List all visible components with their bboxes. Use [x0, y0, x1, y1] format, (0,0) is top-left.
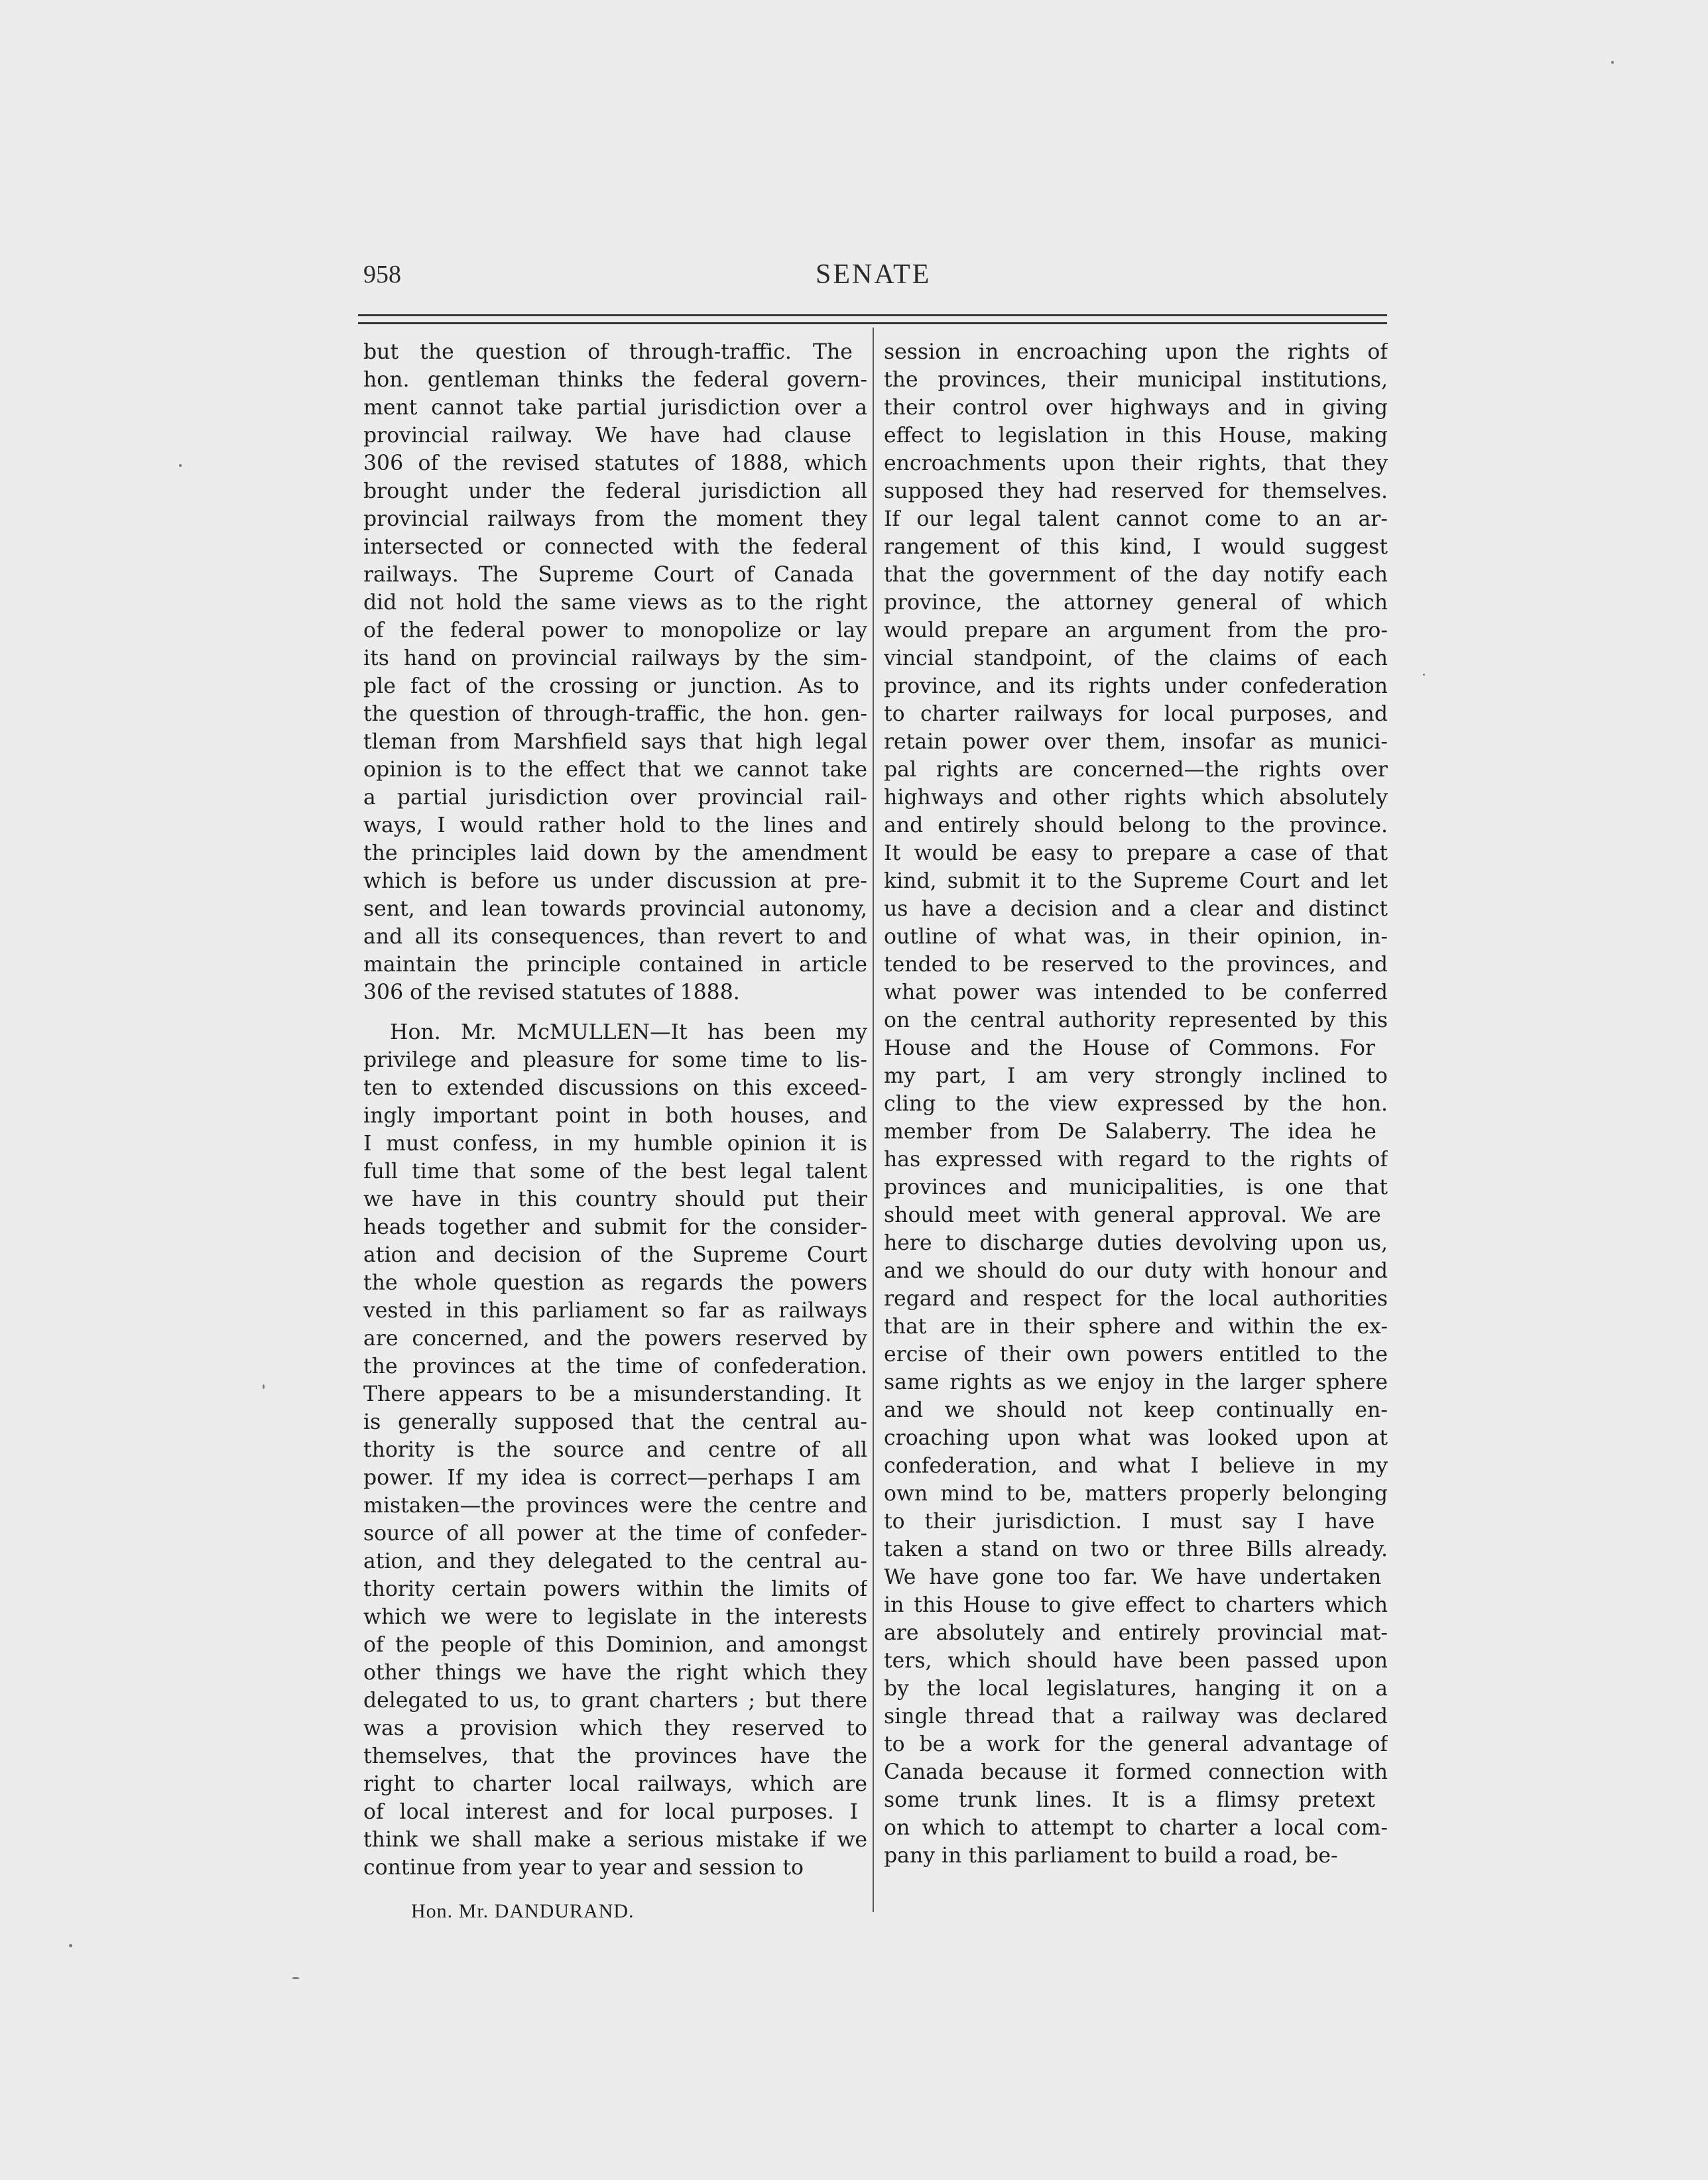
text-line: I must confess, in my humble opinion it is [363, 1132, 867, 1156]
text-line: railways. The Supreme Court of Canada [363, 563, 855, 587]
text-line: brought under the federal jurisdiction all [363, 479, 867, 503]
scan-speck [292, 1977, 300, 1979]
text-line: sent, and lean towards provincial autonomy, [363, 897, 867, 921]
text-line: If our legal talent cannot come to an ar- [884, 507, 1388, 531]
scan-speck [1611, 61, 1614, 64]
right-paragraph [884, 338, 1388, 1870]
footer-speaker-name: Hon. Mr. DANDURAND. [411, 1900, 635, 1922]
text-line: House and the House of Commons. For [884, 1036, 1375, 1060]
text-line: source of all power at the time of confeder- [363, 1522, 867, 1545]
text-line: their control over highways and in giving [884, 396, 1388, 420]
page-number: 958 [363, 261, 401, 288]
left-column [363, 338, 867, 1882]
text-line: taken a stand on two or three Bills already. [884, 1538, 1388, 1561]
text-line: its hand on provincial railways by the sim- [363, 646, 867, 670]
text-line: that the government of the day notify each [884, 563, 1388, 587]
text-line: of the federal power to monopolize or lay [363, 619, 867, 642]
text-line: effect to legislation in this House, making [884, 424, 1388, 448]
paragraph-gap [363, 1006, 867, 1018]
text-line: ten to extended discussions on this exceed- [363, 1076, 867, 1100]
text-line: right to charter local railways, which are [363, 1772, 867, 1796]
text-line: other things we have the right which they [363, 1661, 867, 1685]
text-line: ingly important point in both houses, and [363, 1104, 867, 1128]
text-line: thority certain powers within the limits of [363, 1577, 867, 1601]
text-line: would prepare an argument from the pro- [884, 619, 1388, 642]
text-line: a partial jurisdiction over provincial rail- [363, 786, 867, 810]
text-line: kind, submit it to the Supreme Court and let [884, 869, 1388, 893]
scan-speck [69, 1944, 72, 1947]
right-column [884, 338, 1388, 1870]
text-line: ation and decision of the Supreme Court [363, 1243, 867, 1267]
text-line: encroachments upon their rights, that they [884, 452, 1388, 475]
text-line: in this House to give effect to charters which [884, 1593, 1388, 1617]
text-line: thority is the source and centre of all [363, 1438, 867, 1462]
text-line: did not hold the same views as to the right [363, 591, 867, 615]
header-rule-bottom [358, 322, 1387, 324]
text-line: ercise of their own powers entitled to the [884, 1343, 1388, 1366]
text-line: the whole question as regards the powers [363, 1271, 867, 1295]
text-line: full time that some of the best legal talent [363, 1160, 867, 1183]
text-line: ters, which should have been passed upon [884, 1649, 1388, 1673]
column-divider [873, 328, 874, 1912]
text-line: was a provision which they reserved to [363, 1717, 867, 1740]
text-line: retain power over them, insofar as munici- [884, 730, 1388, 754]
text-line: the principles laid down by the amendment [363, 841, 867, 865]
text-line: privilege and pleasure for some time to lis- [363, 1048, 867, 1072]
text-line: think we shall make a serious mistake if we [363, 1828, 867, 1852]
text-line: has expressed with regard to the rights of [884, 1148, 1388, 1172]
text-line: same rights as we enjoy in the larger sphere [884, 1370, 1388, 1394]
text-line: outline of what was, in their opinion, in- [884, 925, 1388, 949]
text-line: vincial standpoint, of the claims of each [884, 646, 1388, 670]
text-line: Hon. Mr. McMULLEN—It has been my [390, 1020, 867, 1044]
text-line: ways, I would rather hold to the lines and [363, 814, 867, 837]
left-paragraph-1 [363, 338, 867, 1006]
text-line: should meet with general approval. We are [884, 1203, 1381, 1227]
text-line: themselves, that the provinces have the [363, 1744, 867, 1768]
text-line: highways and other rights which absolutely [884, 786, 1388, 810]
left-paragraph-2 [363, 1018, 867, 1882]
text-line: It would be easy to prepare a case of that [884, 841, 1388, 865]
scan-speck [1423, 674, 1425, 676]
text-line: are absolutely and entirely provincial mat- [884, 1621, 1388, 1645]
text-line: ation, and they delegated to the central au- [363, 1549, 867, 1573]
text-line: but the question of through-traffic. The [363, 340, 853, 364]
text-line: Canada because it formed connection with [884, 1760, 1388, 1784]
text-line: rangement of this kind, I would suggest [884, 535, 1388, 559]
text-line: heads together and submit for the consider- [363, 1215, 867, 1239]
text-line: pany in this parliament to build a road, be- [884, 1844, 1338, 1868]
text-line: the provinces, their municipal institutions, [884, 368, 1388, 392]
text-line: supposed they had reserved for themselves. [884, 479, 1388, 503]
text-line: of the people of this Dominion, and amongst [363, 1633, 867, 1657]
text-line: by the local legislatures, hanging it on a [884, 1677, 1388, 1701]
text-line: to charter railways for local purposes, and [884, 702, 1388, 726]
text-line: here to discharge duties devolving upon us, [884, 1231, 1388, 1255]
text-line: vested in this parliament so far as railways [363, 1299, 867, 1323]
text-line: cling to the view expressed by the hon. [884, 1092, 1388, 1116]
text-line: maintain the principle contained in article [363, 953, 867, 977]
text-line: power. If my idea is correct—perhaps I am [363, 1466, 861, 1490]
scan-speck [263, 1384, 265, 1389]
text-line: croaching upon what was looked upon at [884, 1426, 1388, 1450]
text-line: my part, I am very strongly inclined to [884, 1064, 1388, 1088]
text-line: mistaken—the provinces were the centre and [363, 1494, 867, 1518]
text-line: and we should not keep continually en- [884, 1398, 1388, 1422]
text-line: 306 of the revised statutes of 1888, which [363, 452, 867, 475]
text-line: continue from year to year and session to [363, 1856, 804, 1880]
text-line: confederation, and what I believe in my [884, 1454, 1388, 1478]
text-line: the provinces at the time of confederation. [363, 1355, 867, 1378]
text-line: provincial railway. We have had clause [363, 424, 852, 448]
text-line: of local interest and for local purposes. I [363, 1800, 859, 1824]
running-head-title: SENATE [816, 259, 932, 290]
text-line: ment cannot take partial jurisdiction over a [363, 396, 867, 420]
text-line: what power was intended to be conferred [884, 981, 1388, 1004]
text-line: to be a work for the general advantage of [884, 1732, 1388, 1756]
text-line: There appears to be a misunderstanding. It [363, 1382, 861, 1406]
text-line: intersected or connected with the federal [363, 535, 867, 559]
text-line: and we should do our duty with honour and [884, 1259, 1388, 1283]
header-rule-top [358, 314, 1387, 316]
text-line: single thread that a railway was declared [884, 1705, 1388, 1728]
text-line: We have gone too far. We have undertaken [884, 1565, 1382, 1589]
text-line: delegated to us, to grant charters ; but there [363, 1689, 867, 1713]
text-line: own mind to be, matters properly belonging [884, 1482, 1388, 1506]
text-line: which is before us under discussion at pre- [363, 869, 867, 893]
text-line: provinces and municipalities, is one that [884, 1176, 1388, 1199]
text-line: session in encroaching upon the rights of [884, 340, 1388, 364]
text-line: us have a decision and a clear and distinct [884, 897, 1388, 921]
text-line: that are in their sphere and within the ex- [884, 1315, 1388, 1339]
text-line: 306 of the revised statutes of 1888. [363, 981, 740, 1004]
text-line: province, and its rights under confederation [884, 674, 1388, 698]
text-line: we have in this country should put their [363, 1187, 867, 1211]
text-line: member from De Salaberry. The idea he [884, 1120, 1376, 1144]
text-line: are concerned, and the powers reserved by [363, 1327, 867, 1351]
text-line: tended to be reserved to the provinces, and [884, 953, 1388, 977]
text-line: to their jurisdiction. I must say I have [884, 1510, 1375, 1534]
text-line: pal rights are concerned—the rights over [884, 758, 1388, 782]
text-line: opinion is to the effect that we cannot take [363, 758, 867, 782]
text-line: on the central authority represented by this [884, 1008, 1388, 1032]
text-line: hon. gentleman thinks the federal govern- [363, 368, 867, 392]
text-line: and entirely should belong to the province. [884, 814, 1388, 837]
text-line: the question of through-traffic, the hon. gen- [363, 702, 867, 726]
text-line: provincial railways from the moment they [363, 507, 867, 531]
text-line: and all its consequences, than revert to and [363, 925, 867, 949]
text-line: ple fact of the crossing or junction. As to [363, 674, 859, 698]
text-line: is generally supposed that the central au- [363, 1410, 867, 1434]
scan-speck [179, 464, 182, 467]
text-line: province, the attorney general of which [884, 591, 1388, 615]
text-line: which we were to legislate in the interests [363, 1605, 867, 1629]
text-line: tleman from Marshfield says that high legal [363, 730, 867, 754]
text-line: some trunk lines. It is a flimsy pretext [884, 1788, 1375, 1812]
text-line: on which to attempt to charter a local com- [884, 1816, 1388, 1840]
text-line: regard and respect for the local authorities [884, 1287, 1388, 1311]
